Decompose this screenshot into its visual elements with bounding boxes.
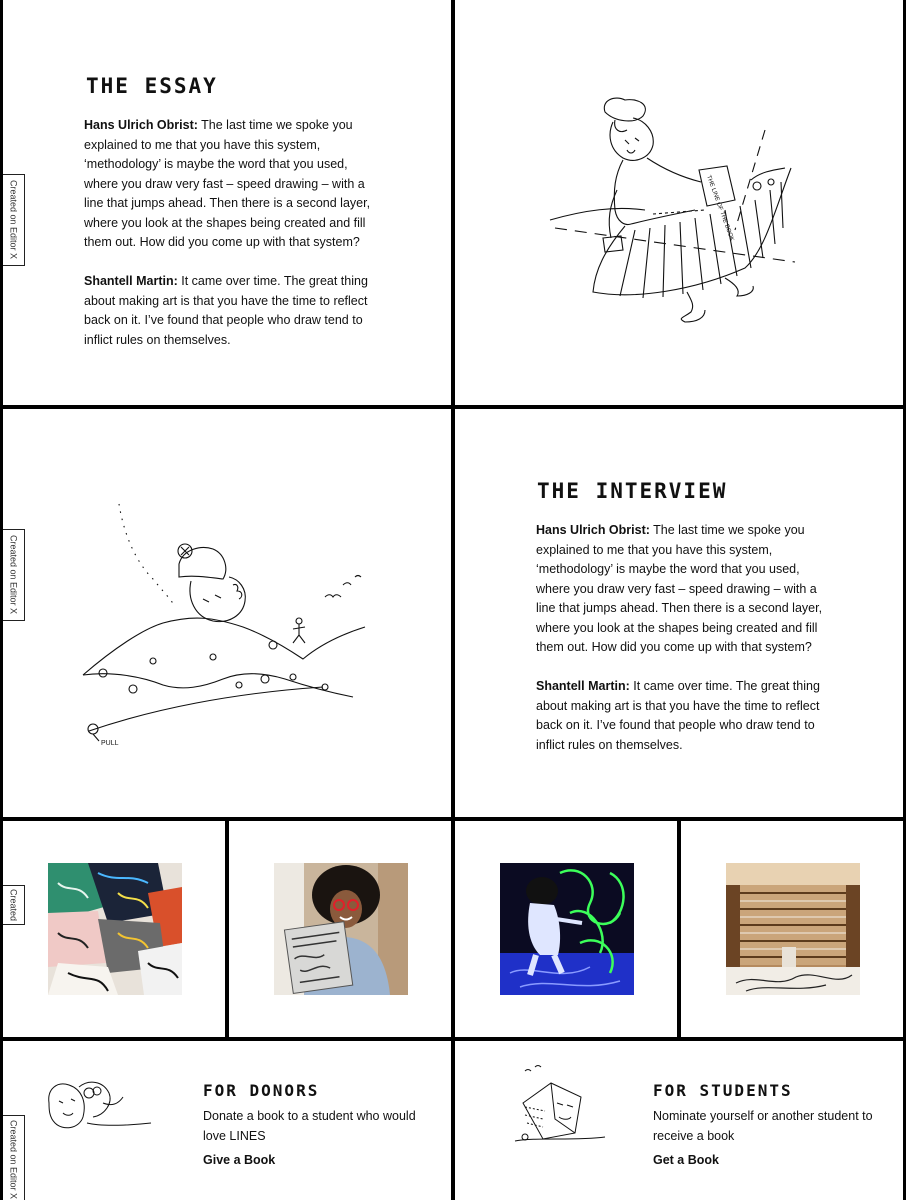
essay-panel	[3, 0, 451, 405]
photo-cell-4	[681, 821, 903, 1037]
answer-speaker: Shantell Martin:	[536, 679, 630, 693]
essay-title: THE ESSAY	[86, 74, 218, 98]
interview-panel	[455, 409, 903, 817]
donors-panel	[3, 1041, 451, 1200]
answer-text: It came over time. The great thing about making art is that you have the time to reflect back on it. I’ve found that people who draw tend to inflict rules on themselves.	[536, 679, 820, 752]
glow-drawing-image	[500, 863, 634, 995]
give-a-book-link[interactable]: Give a Book	[203, 1153, 276, 1167]
answer-text: It came over time. The great thing about making art is that you have the time to reflect back on it. I’ve found that people who draw tend to inflict rules on themselves.	[84, 274, 368, 347]
created-on-editor-badge[interactable]: Created on Editor X	[3, 529, 25, 621]
question-text: The last time we spoke you explained to me that you have this system, ‘methodology’ is maybe the word that you used, where you draw very fast – speed drawing – with a line that jumps ahead. Then there is a second layer, where you look at the shapes being created and fill them out. How did you come up with that system?	[84, 118, 371, 249]
students-description: Nominate yourself or another student to receive a book	[653, 1109, 873, 1143]
library-image	[726, 863, 860, 995]
pillows-image	[48, 863, 182, 995]
photo-person-with-book[interactable]	[274, 863, 408, 995]
photo-library[interactable]	[726, 863, 860, 995]
pull-label: PULL	[101, 740, 119, 747]
essay-question	[84, 116, 384, 253]
photo-cell-2	[229, 821, 451, 1037]
photo-glow-drawing[interactable]	[500, 863, 634, 995]
walking-figure-illustration	[455, 0, 903, 405]
essay-answer	[84, 272, 384, 350]
donors-title: FOR DONORS	[203, 1081, 320, 1100]
created-on-editor-badge[interactable]: Created on Editor X	[3, 1115, 25, 1200]
mountain-head-illustration	[3, 409, 451, 817]
students-title: FOR STUDENTS	[653, 1081, 793, 1100]
question-text: The last time we spoke you explained to me that you have this system, ‘methodology’ is maybe the word that you used, where you draw very fast – speed drawing – with a line that jumps ahead. Then there is a second layer, where you look at the shapes being created and fill them out. How did you come up with that system?	[536, 523, 823, 654]
book-label: THE LINE OF THE BOOK	[705, 174, 735, 243]
person-with-book-image	[274, 863, 408, 995]
mountain-illustration-panel	[3, 409, 451, 817]
faces-sketch-illustration	[43, 1063, 155, 1145]
photo-cell-1	[3, 821, 225, 1037]
block-face-illustration	[495, 1063, 613, 1153]
figure-illustration-panel	[455, 0, 903, 405]
interview-answer	[536, 677, 836, 755]
created-badge[interactable]: Created	[3, 885, 25, 925]
question-speaker: Hans Ulrich Obrist:	[536, 523, 650, 537]
interview-question	[536, 521, 836, 658]
essay-text	[84, 116, 384, 370]
answer-speaker: Shantell Martin:	[84, 274, 178, 288]
interview-title: THE INTERVIEW	[537, 479, 728, 503]
photo-cell-3	[455, 821, 677, 1037]
get-a-book-link[interactable]: Get a Book	[653, 1153, 719, 1167]
photo-pillows[interactable]	[48, 863, 182, 995]
question-speaker: Hans Ulrich Obrist:	[84, 118, 198, 132]
donors-description: Donate a book to a student who would love LINES	[203, 1109, 416, 1143]
students-panel	[455, 1041, 903, 1200]
created-on-editor-badge[interactable]: Created on Editor X	[3, 174, 25, 266]
interview-text	[536, 521, 836, 775]
